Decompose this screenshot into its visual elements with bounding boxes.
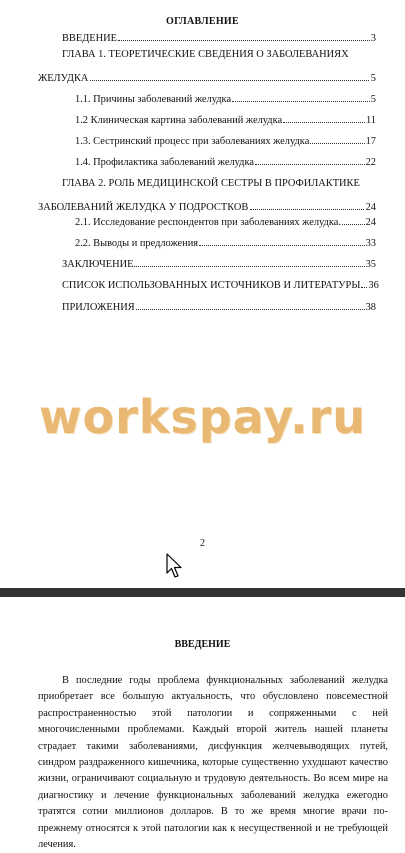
toc-entry-page: 17 — [365, 136, 376, 147]
page-divider — [0, 588, 405, 597]
toc-entry-conclusion[interactable] — [62, 257, 376, 271]
toc-entry-page: 11 — [365, 115, 376, 126]
toc-leader-dots — [118, 31, 370, 41]
toc-entry-label: 1.2 Клиническая картина заболеваний желудка — [75, 115, 283, 126]
toc-leader-dots — [361, 278, 367, 288]
page-introduction — [0, 597, 405, 851]
toc-entry-page: 22 — [365, 157, 376, 168]
toc-leader-dots — [136, 300, 365, 310]
toc-entry-page: 35 — [365, 259, 376, 270]
section-title: ВВЕДЕНИЕ — [174, 639, 231, 650]
toc-entry-page: 3 — [370, 33, 376, 44]
toc-title: ОГЛАВЛЕНИЕ — [166, 16, 239, 27]
toc-leader-dots — [199, 236, 365, 246]
toc-leader-dots — [283, 113, 365, 123]
body-paragraph: В последние годы проблема функциональных заболеваний желудка приобретает все большую актуальность, что обусловлено повсеместной распространенностью этой патологии и сопряженными с ней многочисленными проблемами. Каждый второй житель нашей планеты страдает такими заболеваниями, дисфункция желчевыводящих путей, синдром раздраженного кишечника, которые существенно ухудшают качество жизни, ограничивают социальную и трудовую деятельность. Во всем мире на диагностику и лечение функциональных заболеваний желудка ежегодно тратятся сотни миллионов долларов. В то же время многие врачи по-прежнему относятся к этой патологии как к несущественной и не требующей лечения. — [38, 675, 388, 851]
toc-leader-dots — [255, 155, 365, 165]
toc-entry-chapter-2[interactable] — [38, 173, 376, 219]
toc-entry-label: ВВЕДЕНИЕ — [62, 33, 117, 44]
toc-entry-label-line1: ГЛАВА 1. ТЕОРЕТИЧЕСКИЕ СВЕДЕНИЯ О ЗАБОЛЕВАНИЯХ — [62, 49, 349, 60]
toc-entry-label: 2.2. Выводы и предложения — [75, 238, 199, 249]
toc-entry-label-line1: ГЛАВА 2. РОЛЬ МЕДИЦИНСКОЙ СЕСТРЫ В ПРОФИЛАКТИКЕ — [62, 178, 360, 189]
toc-entry-label: ЗАКЛЮЧЕНИЕ — [62, 259, 134, 270]
toc-entry-page: 38 — [365, 302, 376, 313]
toc-entry-label: 1.1. Причины заболеваний желудка — [75, 94, 232, 105]
toc-entry-label: СПИСОК ИСПОЛЬЗОВАННЫХ ИСТОЧНИКОВ И ЛИТЕРАТУРЫ — [62, 280, 361, 291]
toc-entry-label-line2: ЗАБОЛЕВАНИЙ ЖЕЛУДКА У ПОДРОСТКОВ — [38, 202, 249, 213]
toc-entry-page: 36 — [368, 280, 379, 291]
watermark: workspay.ru — [39, 390, 366, 444]
toc-entry-references[interactable] — [62, 278, 379, 292]
toc-leader-dots — [250, 195, 363, 210]
toc-entry-page: 33 — [365, 238, 376, 249]
toc-leader-dots — [134, 257, 364, 267]
toc-entry-page: 24 — [365, 202, 376, 213]
toc-entry-label: ПРИЛОЖЕНИЯ — [62, 302, 135, 313]
toc-entry-1-4[interactable] — [75, 155, 376, 169]
toc-entry-2-1[interactable] — [75, 215, 376, 229]
toc-leader-dots — [310, 134, 364, 144]
toc-entry-label-line2: ЖЕЛУДКА — [38, 73, 89, 84]
toc-entry-label: 2.1. Исследование респондентов при заболеваниях желудка. — [75, 217, 341, 228]
toc-entry-page: 24 — [365, 217, 376, 228]
toc-leader-dots — [342, 215, 365, 225]
toc-entry-1-2[interactable] — [75, 113, 376, 127]
toc-entry-label: 1.3. Сестринский процесс при заболеваниях желудка — [75, 136, 310, 147]
toc-leader-dots — [90, 66, 368, 81]
toc-entry-chapter-1[interactable] — [38, 44, 376, 90]
toc-entry-2-2[interactable] — [75, 236, 376, 250]
toc-entry-introduction[interactable] — [62, 31, 376, 45]
mouse-pointer-icon — [166, 553, 184, 579]
toc-leader-dots — [232, 92, 370, 102]
page-number: 2 — [200, 538, 205, 549]
toc-entry-1-3[interactable] — [75, 134, 376, 148]
toc-entry-appendices[interactable] — [62, 300, 376, 314]
toc-entry-page: 5 — [370, 73, 376, 84]
toc-entry-1-1[interactable] — [75, 92, 376, 106]
toc-entry-label: 1.4. Профилактика заболеваний желудка — [75, 157, 254, 168]
toc-entry-page: 5 — [370, 94, 376, 105]
